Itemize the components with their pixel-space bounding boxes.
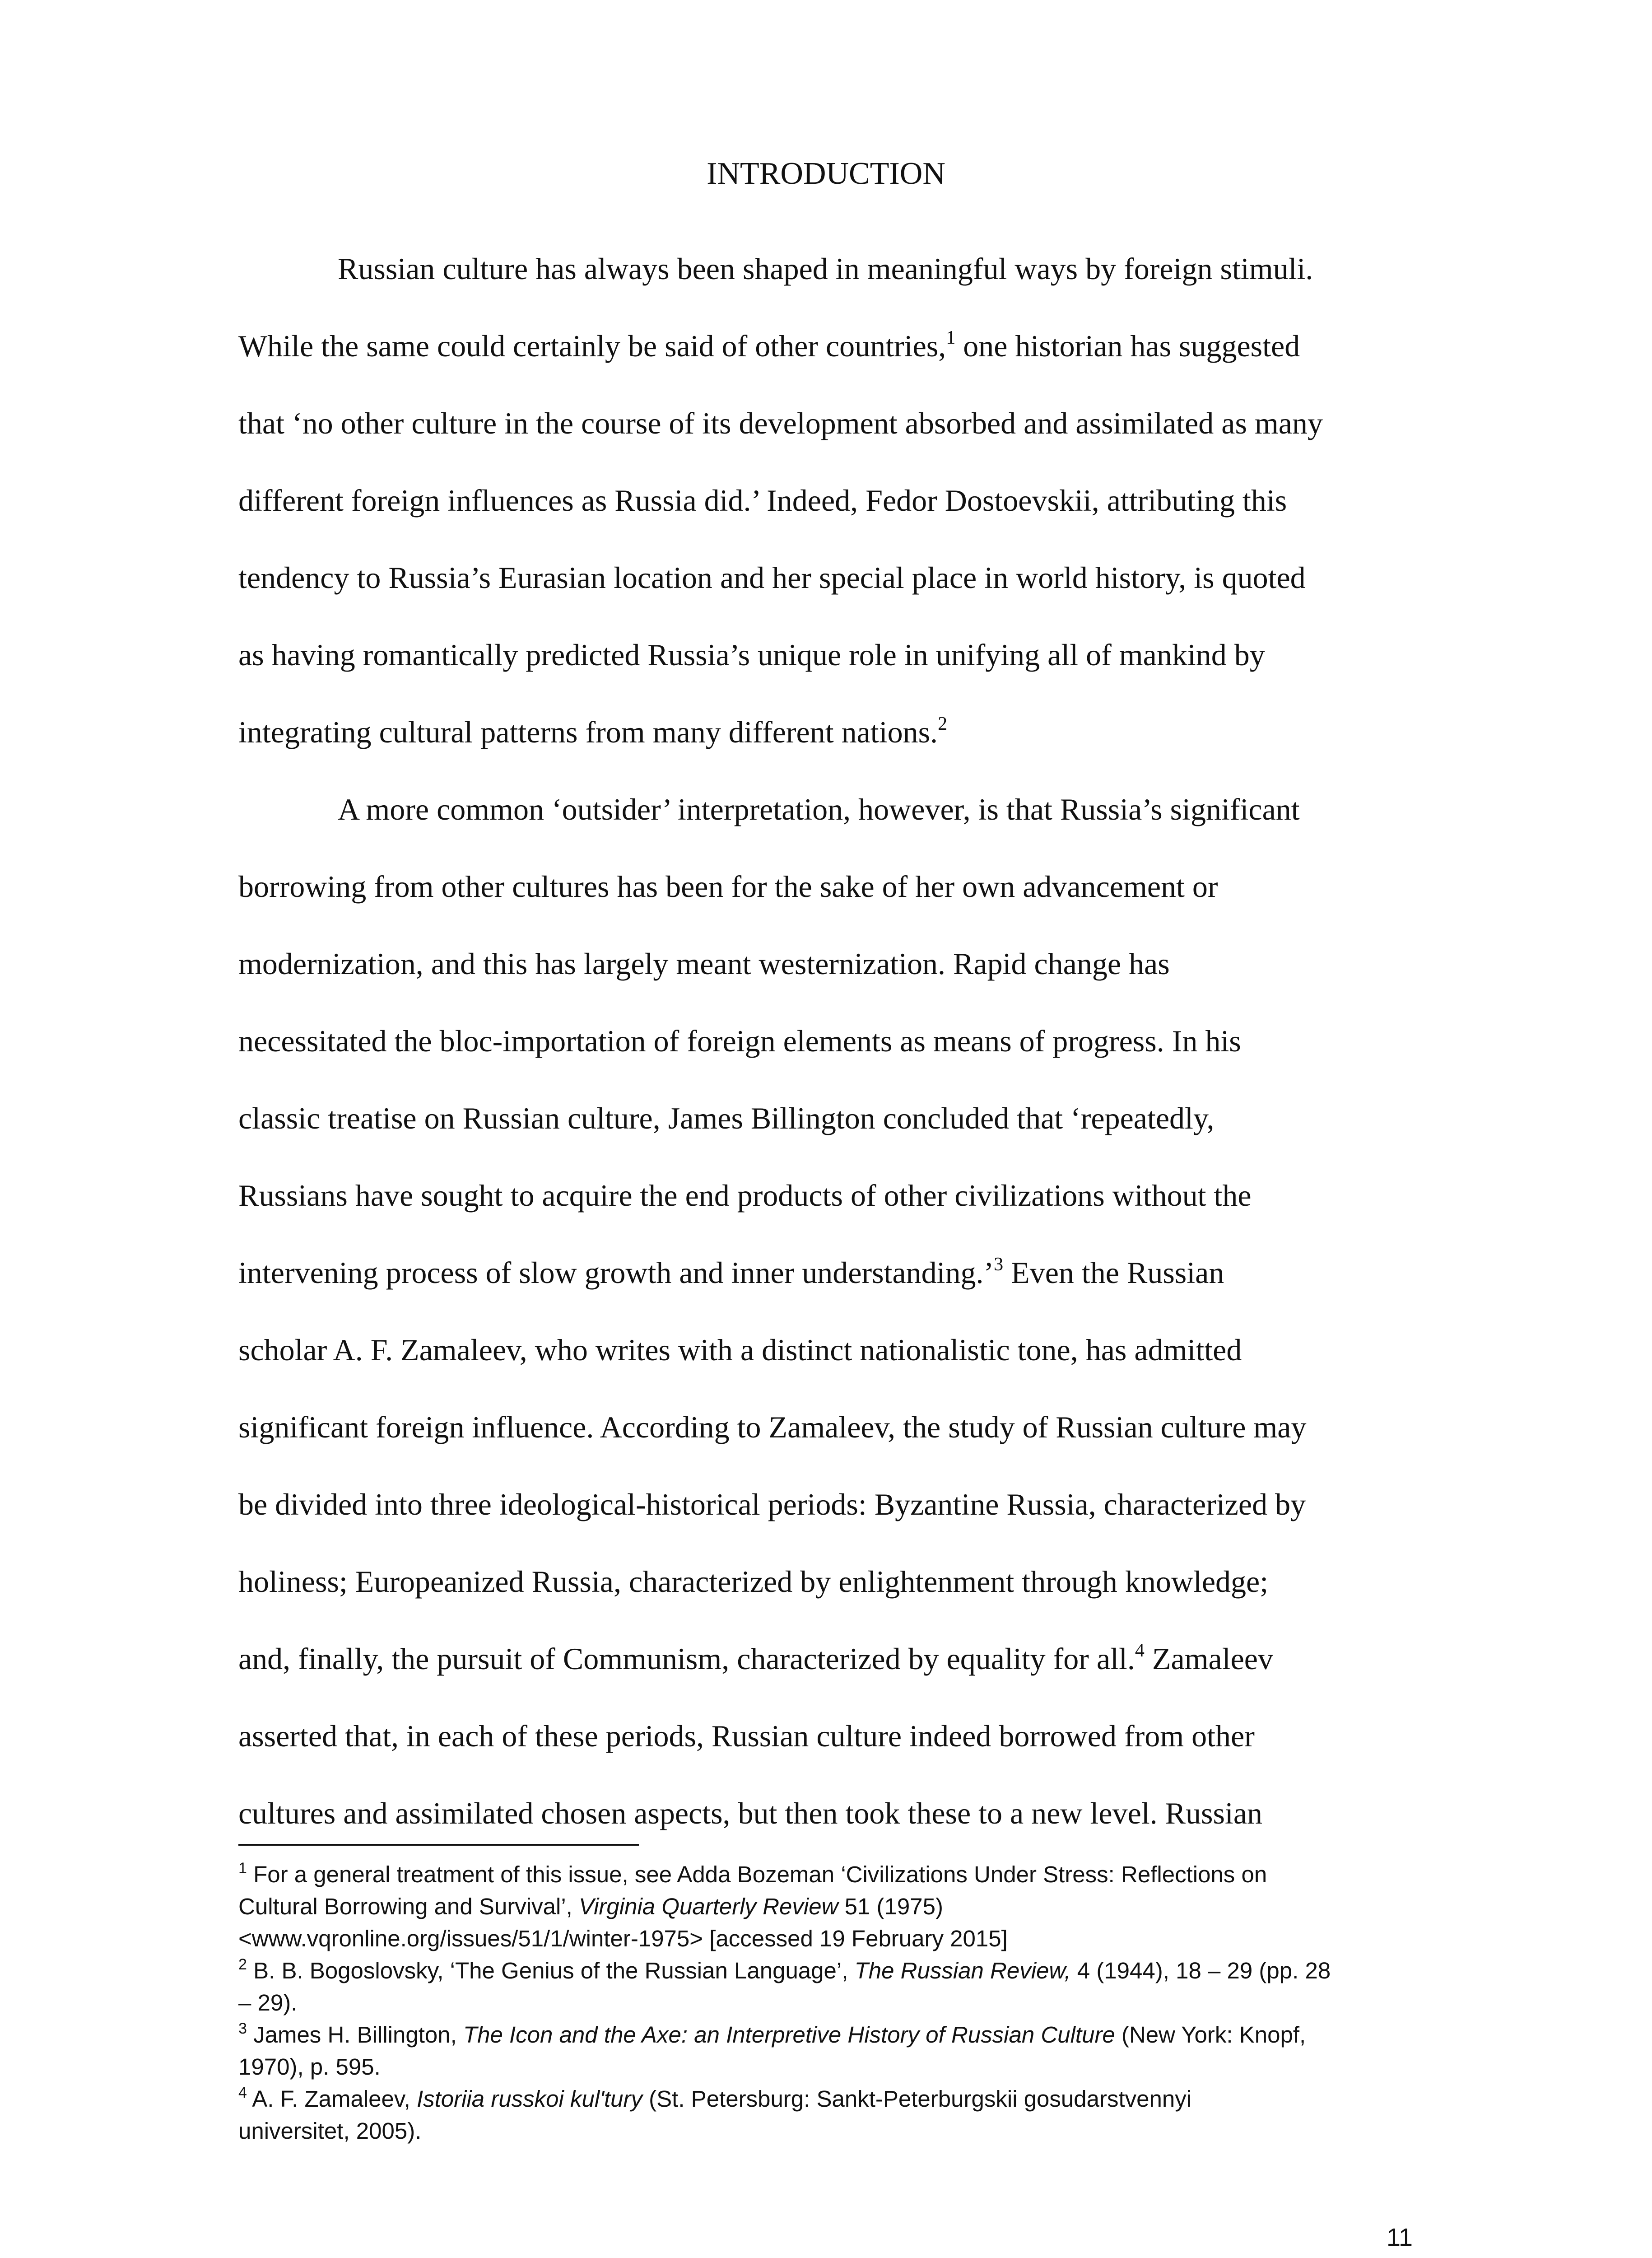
text-segment: intervening process of slow growth and inner understanding.’ — [238, 1255, 994, 1290]
text-line: different foreign influences as Russia did.’ Indeed, Fedor Dostoevskii, attributing this — [238, 483, 1287, 518]
footnote-1 — [238, 1858, 1457, 1955]
text-line: significant foreign influence. According to Zamaleev, the study of Russian culture may — [238, 1410, 1307, 1444]
footnote-reference[interactable]: 3 — [994, 1254, 1004, 1275]
text-line: scholar A. F. Zamaleev, who writes with a distinct nationalistic tone, has admitted — [238, 1333, 1242, 1367]
body-paragraph — [238, 771, 1421, 1852]
text-line: be divided into three ideological-historical periods: Byzantine Russia, characterized by — [238, 1487, 1306, 1521]
text-line: Russians have sought to acquire the end products of other civilizations without the — [238, 1178, 1252, 1213]
text-line: modernization, and this has largely meant westernization. Rapid change has — [238, 947, 1170, 981]
text-line: that ‘no other culture in the course of its development absorbed and assimilated as many — [238, 406, 1323, 440]
footnote-number: 3 — [238, 2020, 247, 2037]
text-line: tendency to Russia’s Eurasian location and her special place in world history, is quoted — [238, 560, 1306, 595]
citation-title: The Russian Review, — [854, 1958, 1071, 1983]
text-line: Russian culture has always been shaped in meaningful ways by foreign stimuli. — [338, 252, 1313, 286]
footnote-line — [238, 2115, 1457, 2147]
text-line: A more common ‘outsider’ interpretation, however, is that Russia’s significant — [338, 792, 1300, 826]
footnote-3 — [238, 2019, 1457, 2083]
footnote-reference[interactable]: 2 — [938, 714, 948, 734]
footnote-text: (St. Petersburg: Sankt-Peterburgskii gosudarstvennyi — [642, 2086, 1192, 2112]
footnote-line — [238, 1955, 1457, 1987]
footnote-4 — [238, 2083, 1457, 2147]
footnote-text: 1970), p. 595. — [238, 2054, 381, 2080]
text-line: classic treatise on Russian culture, James Billington concluded that ‘repeatedly, — [238, 1101, 1215, 1135]
text-line: asserted that, in each of these periods, Russian culture indeed borrowed from other — [238, 1719, 1255, 1753]
text-line: as having romantically predicted Russia’s unique role in unifying all of mankind by — [238, 638, 1265, 672]
footnote-line — [238, 2051, 1457, 2083]
footnote-text: (New York: Knopf, — [1115, 2022, 1306, 2048]
footnote-line — [238, 2019, 1457, 2051]
footnote-text: 4 (1944), 18 – 29 (pp. 28 — [1070, 1958, 1331, 1983]
footnote-text: – 29). — [238, 1990, 298, 2015]
text-line: holiness; Europeanized Russia, characterized by enlightenment through knowledge; — [238, 1564, 1269, 1599]
text-line — [238, 694, 1421, 771]
citation-title: Istoriia russkoi kul'tury — [416, 2086, 642, 2112]
body-paragraph — [238, 230, 1421, 771]
footnote-text: A. F. Zamaleev, — [247, 2086, 417, 2112]
citation-title: Virginia Quarterly Review — [579, 1894, 838, 1919]
footnote-number: 4 — [238, 2084, 247, 2101]
footnote-text: Cultural Borrowing and Survival’, — [238, 1894, 579, 1919]
footnote-2 — [238, 1955, 1457, 2019]
text-line — [238, 1620, 1421, 1698]
footnote-separator — [238, 1844, 639, 1846]
footnote-line — [238, 1922, 1457, 1955]
text-segment: Even the Russian — [1003, 1255, 1224, 1290]
text-line: cultures and assimilated chosen aspects, but then took these to a new level. Russian — [238, 1796, 1263, 1830]
footnote-reference[interactable]: 4 — [1135, 1640, 1145, 1661]
footnote-text: 51 (1975) — [838, 1894, 943, 1919]
footnotes — [238, 1858, 1457, 2147]
footnote-line — [238, 1890, 1457, 1922]
text-segment: integrating cultural patterns from many different nations. — [238, 715, 938, 749]
footnote-text: <www.vqronline.org/issues/51/1/winter-1975> [accessed 19 February 2015] — [238, 1926, 1008, 1951]
footnote-text: For a general treatment of this issue, see Adda Bozeman ‘Civilizations Under Stress: Reflections on — [247, 1861, 1267, 1887]
text-segment: and, finally, the pursuit of Communism, characterized by equality for all. — [238, 1642, 1135, 1676]
footnote-line — [238, 1858, 1457, 1890]
text-line: necessitated the bloc-importation of foreign elements as means of progress. In his — [238, 1024, 1241, 1058]
text-segment: Zamaleev — [1144, 1642, 1273, 1676]
footnote-number: 2 — [238, 1956, 247, 1973]
body-text — [238, 230, 1421, 1852]
footnote-text: James H. Billington, — [247, 2022, 463, 2048]
text-segment: While the same could certainly be said of other countries, — [238, 329, 946, 363]
text-line: borrowing from other cultures has been for the sake of her own advancement or — [238, 869, 1218, 904]
text-line — [238, 1234, 1421, 1311]
footnote-line — [238, 2083, 1457, 2115]
footnote-text: B. B. Bogoslovsky, ‘The Genius of the Russian Language’, — [247, 1958, 855, 1983]
citation-title: The Icon and the Axe: an Interpretive History of Russian Culture — [463, 2022, 1115, 2048]
text-segment: one historian has suggested — [955, 329, 1300, 363]
page-number: 11 — [1386, 2223, 1413, 2251]
footnote-text: universitet, 2005). — [238, 2118, 422, 2144]
text-line — [238, 308, 1421, 385]
footnote-line — [238, 1987, 1457, 2019]
footnote-reference[interactable]: 1 — [946, 327, 956, 348]
footnote-number: 1 — [238, 1860, 247, 1877]
page-title: INTRODUCTION — [707, 156, 945, 191]
